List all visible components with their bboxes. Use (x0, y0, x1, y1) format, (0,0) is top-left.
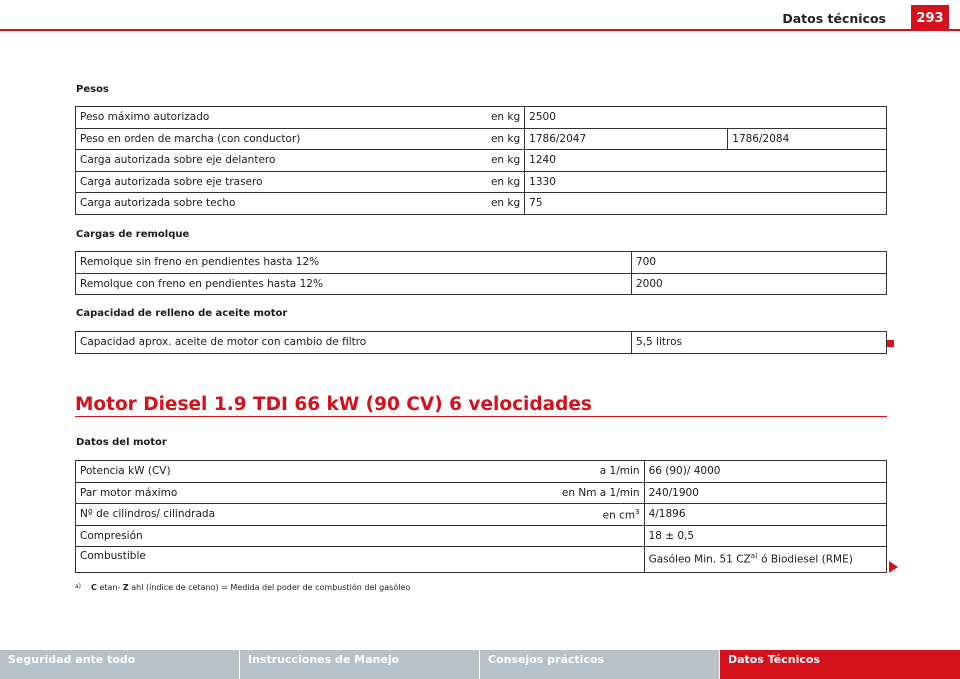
row-label: Peso en orden de marcha (con conductor) (76, 128, 487, 150)
row-value: 4/1896 (644, 504, 886, 526)
tab-consejos[interactable]: Consejos prácticos (480, 650, 720, 679)
row-unit: en kg (487, 150, 525, 172)
table-row (76, 332, 887, 354)
table-row (76, 547, 887, 573)
table-row (76, 252, 887, 274)
row-label: Compresión (76, 525, 547, 547)
footnote-text-1: etan- (96, 583, 123, 592)
table-row (76, 525, 887, 547)
table-row (76, 461, 887, 483)
row-unit (546, 504, 644, 526)
table-row (76, 128, 887, 150)
row-label: Par motor máximo (76, 482, 547, 504)
row-unit (546, 525, 644, 547)
row-value: 240/1900 (644, 482, 886, 504)
row-unit: en kg (487, 107, 525, 129)
section-end-marker (887, 340, 894, 347)
row-unit (590, 273, 631, 295)
row-unit: en Nm a 1/min (546, 482, 644, 504)
page-number: 293 (911, 5, 949, 31)
row-unit: en kg (487, 171, 525, 193)
row-unit: a 1/min (546, 461, 644, 483)
row-label: Peso máximo autorizado (76, 107, 487, 129)
row-value: 2000 (632, 273, 887, 295)
row-unit: en kg (487, 193, 525, 215)
table-row (76, 193, 887, 215)
unit-superscript: 3 (635, 507, 640, 516)
remolque-table (75, 251, 887, 295)
row-value: 75 (525, 193, 887, 215)
row-value: 1240 (525, 150, 887, 172)
fuel-footnote-ref: a) (750, 551, 758, 560)
row-label: Carga autorizada sobre techo (76, 193, 487, 215)
remolque-heading: Cargas de remolque (76, 229, 190, 240)
row-value: 1786/2047 (525, 128, 728, 150)
footnote-z: Z (122, 583, 129, 592)
pesos-heading: Pesos (76, 84, 109, 95)
unit-text: en cm (602, 509, 636, 521)
row-unit (546, 547, 644, 573)
row-label: Remolque con freno en pendientes hasta 12% (76, 273, 591, 295)
row-value: 66 (90)/ 4000 (644, 461, 886, 483)
row-label: Remolque sin freno en pendientes hasta 12% (76, 252, 591, 274)
row-label: Potencia kW (CV) (76, 461, 547, 483)
section-title-rule (75, 416, 887, 417)
pesos-table (75, 106, 887, 215)
table-row (76, 171, 887, 193)
footnote-mark: a) (75, 583, 82, 590)
row-unit: en kg (487, 128, 525, 150)
continue-arrow-icon (889, 561, 898, 573)
row-value-alt: 1786/2084 (728, 128, 887, 150)
tab-instrucciones[interactable]: Instrucciones de Manejo (240, 650, 480, 679)
row-label: Carga autorizada sobre eje delantero (76, 150, 487, 172)
page-header (0, 0, 960, 32)
aceite-table (75, 331, 887, 354)
row-label: Combustible (76, 547, 547, 573)
row-value: 2500 (525, 107, 887, 129)
table-row (76, 482, 887, 504)
table-row (76, 107, 887, 129)
row-value: 1330 (525, 171, 887, 193)
motor-heading: Datos del motor (76, 437, 167, 448)
fuel-value-suffix: ó Biodiesel (RME) (757, 553, 853, 566)
header-rule (0, 29, 960, 31)
header-title: Datos técnicos (782, 11, 886, 26)
row-label: Nº de cilindros/ cilindrada (76, 504, 547, 526)
tab-seguridad[interactable]: Seguridad ante todo (0, 650, 240, 679)
fuel-value-prefix: Gasóleo Min. 51 CZ (648, 553, 751, 566)
aceite-heading: Capacidad de relleno de aceite motor (76, 308, 288, 319)
row-value: 700 (632, 252, 887, 274)
footnote-c: C (91, 583, 97, 592)
footer-nav (0, 650, 960, 679)
row-unit (590, 332, 631, 354)
tab-datos-tecnicos[interactable]: Datos Técnicos (720, 650, 960, 679)
row-unit (590, 252, 631, 274)
table-row (76, 273, 887, 295)
row-value: 18 ± 0,5 (644, 525, 886, 547)
motor-table (75, 460, 887, 573)
footnote (75, 583, 410, 592)
row-value (644, 547, 886, 573)
table-row (76, 504, 887, 526)
row-label: Carga autorizada sobre eje trasero (76, 171, 487, 193)
row-value: 5,5 litros (632, 332, 887, 354)
row-label: Capacidad aprox. aceite de motor con cambio de filtro (76, 332, 591, 354)
table-row (76, 150, 887, 172)
section-title: Motor Diesel 1.9 TDI 66 kW (90 CV) 6 velocidades (75, 394, 592, 415)
footnote-text-2: ahl (índice de cetano) = Medida del poder de combustión del gasóleo (128, 583, 411, 592)
